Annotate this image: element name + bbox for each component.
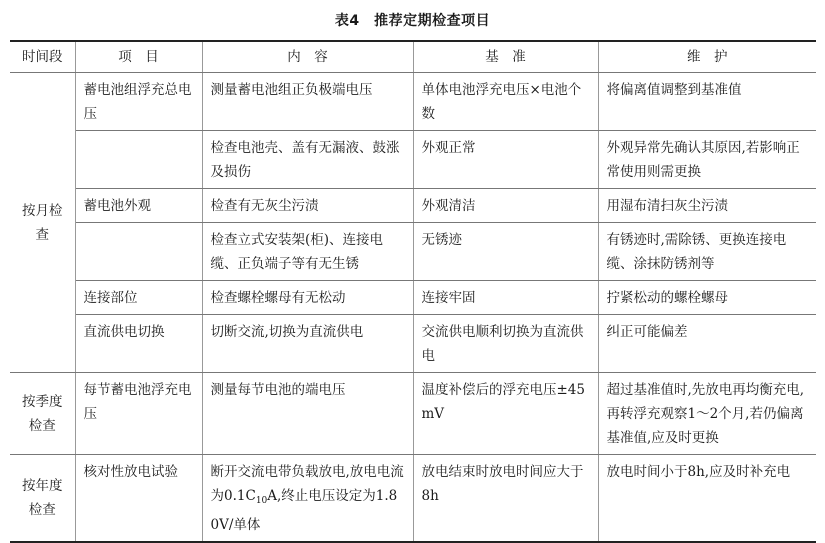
table-title: 表4 推荐定期检查项目 (334, 13, 491, 29)
cell-content: 切断交流,切换为直流供电 (202, 315, 413, 373)
table-row (10, 223, 816, 281)
header-content: 内 容 (202, 41, 413, 73)
content-text-post: A,终止电压设定为1.80V/单体 (210, 488, 398, 533)
cell-item: 核对性放电试验 (75, 455, 202, 543)
table-row (10, 131, 816, 189)
cell-content: 检查电池壳、盖有无漏液、鼓涨及损伤 (202, 131, 413, 189)
cell-standard: 无锈迹 (413, 223, 598, 281)
cell-standard: 外观清洁 (413, 189, 598, 223)
header-maintenance: 维 护 (598, 41, 816, 73)
cell-maintenance: 放电时间小于8h,应及时补充电 (598, 455, 816, 543)
cell-standard: 交流供电顺利切换为直流供电 (413, 315, 598, 373)
table-row (10, 281, 816, 315)
table-row (10, 73, 816, 131)
cell-item: 连接部位 (75, 281, 202, 315)
cell-item: 蓄电池组浮充总电压 (75, 73, 202, 131)
cell-maintenance: 有锈迹时,需除锈、更换连接电缆、涂抹防锈剂等 (598, 223, 816, 281)
period-monthly: 按月检查 (10, 73, 75, 373)
cell-item: 蓄电池外观 (75, 189, 202, 223)
cell-content: 测量每节电池的端电压 (202, 373, 413, 455)
cell-maintenance: 将偏离值调整到基准值 (598, 73, 816, 131)
cell-standard: 放电结束时放电时间应大于8h (413, 455, 598, 543)
cell-item (75, 131, 202, 189)
cell-content (202, 455, 413, 543)
cell-maintenance: 拧紧松动的螺栓螺母 (598, 281, 816, 315)
table-row (10, 373, 816, 455)
period-quarterly: 按季度检查 (10, 373, 75, 455)
content-text-pre: 断开交流电带负载放电,放电电流为0.1C (210, 464, 404, 504)
cell-content: 检查立式安装架(柜)、连接电缆、正负端子等有无生锈 (202, 223, 413, 281)
table-row (10, 189, 816, 223)
table-row (10, 315, 816, 373)
cell-item (75, 223, 202, 281)
content-subscript: 10 (255, 496, 268, 506)
header-standard: 基 准 (413, 41, 598, 73)
cell-item: 每节蓄电池浮充电压 (75, 373, 202, 455)
header-row (10, 41, 816, 73)
cell-content: 测量蓄电池组正负极端电压 (202, 73, 413, 131)
cell-maintenance: 外观异常先确认其原因,若影响正常使用则需更换 (598, 131, 816, 189)
cell-content: 检查有无灰尘污渍 (202, 189, 413, 223)
cell-standard: 温度补偿后的浮充电压±45mV (413, 373, 598, 455)
cell-maintenance: 超过基准值时,先放电再均衡充电,再转浮充观察1～2个月,若仍偏离基准值,应及时更换 (598, 373, 816, 455)
period-yearly: 按年度检查 (10, 455, 75, 543)
cell-item: 直流供电切换 (75, 315, 202, 373)
table-row (10, 455, 816, 543)
cell-content: 检查螺栓螺母有无松动 (202, 281, 413, 315)
cell-standard: 单体电池浮充电压×电池个数 (413, 73, 598, 131)
cell-standard: 外观正常 (413, 131, 598, 189)
cell-maintenance: 用湿布清扫灰尘污渍 (598, 189, 816, 223)
header-item: 项 目 (75, 41, 202, 73)
inspection-table (10, 40, 816, 543)
header-period: 时间段 (10, 41, 75, 73)
cell-standard: 连接牢固 (413, 281, 598, 315)
cell-maintenance: 纠正可能偏差 (598, 315, 816, 373)
